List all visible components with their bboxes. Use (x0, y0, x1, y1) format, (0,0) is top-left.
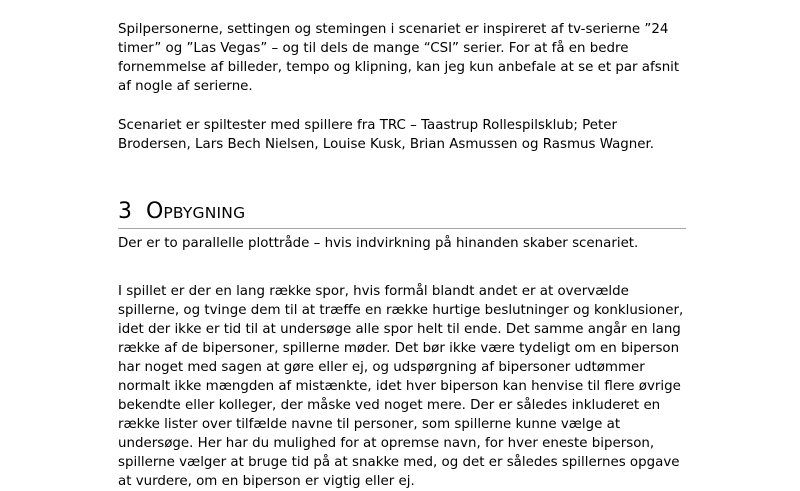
paragraph-line: timer” og ”Las Vegas” – og til dels de mange “CSI” serier. For at få en bedre (118, 41, 629, 56)
paragraph-line: spillerne vælger at bruge tid på at snakke med, og det er således spillernes opgave (118, 455, 680, 470)
paragraph-line: række lister over tilfælde navne til personer, som spillerne kunne vælge at (118, 417, 621, 432)
paragraph-line: af nogle af serierne. (118, 79, 253, 94)
paragraph-line: normalt ikke mængden af mistænkte, idet hver biperson kan henvise til flere øvrige (118, 379, 681, 394)
section-title-rest: PBYGNING (163, 204, 246, 222)
paragraph-line: har noget med sagen at gøre eller ej, og udspørgning af bipersoner udtømmer (118, 360, 645, 375)
paragraph-line: at vurdere, om en biperson er vigtig eller ej. (118, 474, 415, 489)
paragraph-clues (118, 282, 698, 491)
paragraph-line: I spillet er der en lang række spor, hvis formål blandt andet er at overvælde (118, 284, 629, 299)
section-number: 3 (118, 199, 132, 224)
section-heading (118, 198, 686, 229)
paragraph-plotlines (118, 234, 698, 253)
paragraph-line: idet der ikke er tid til at undersøge alle spor helt til ende. Det samme angår en lang (118, 322, 681, 337)
paragraph-line: Der er to parallelle plottråde – hvis indvirkning på hinanden skaber scenariet. (118, 236, 639, 251)
paragraph-line: spillerne, og tvinge dem til at træffe en række hurtige beslutninger og konklusioner, (118, 303, 684, 318)
paragraph-line: Spilpersonerne, settingen og stemingen i scenariet er inspireret af tv-serierne ”24 (118, 22, 669, 37)
paragraph-line: Brodersen, Lars Bech Nielsen, Louise Kusk, Brian Asmussen og Rasmus Wagner. (118, 137, 655, 152)
section-title (146, 198, 245, 227)
paragraph-testers (118, 116, 698, 154)
paragraph-inspiration (118, 20, 698, 96)
section-title-initial: O (146, 199, 164, 224)
paragraph-line: undersøge. Her har du mulighed for at opremse navn, for hver eneste biperson, (118, 436, 655, 451)
paragraph-line: Scenariet er spiltester med spillere fra TRC – Taastrup Rollespilsklub; Peter (118, 118, 617, 133)
paragraph-line: fornemmelse af billeder, tempo og klipning, kan jeg kun anbefale at se et par afsnit (118, 60, 680, 75)
paragraph-line: række af de bipersoner, spillerne møder. Det bør ikke være tydeligt om en biperson (118, 341, 680, 356)
paragraph-line: bekendte eller kolleger, der måske ved noget mere. Der er således inkluderet en (118, 398, 661, 413)
